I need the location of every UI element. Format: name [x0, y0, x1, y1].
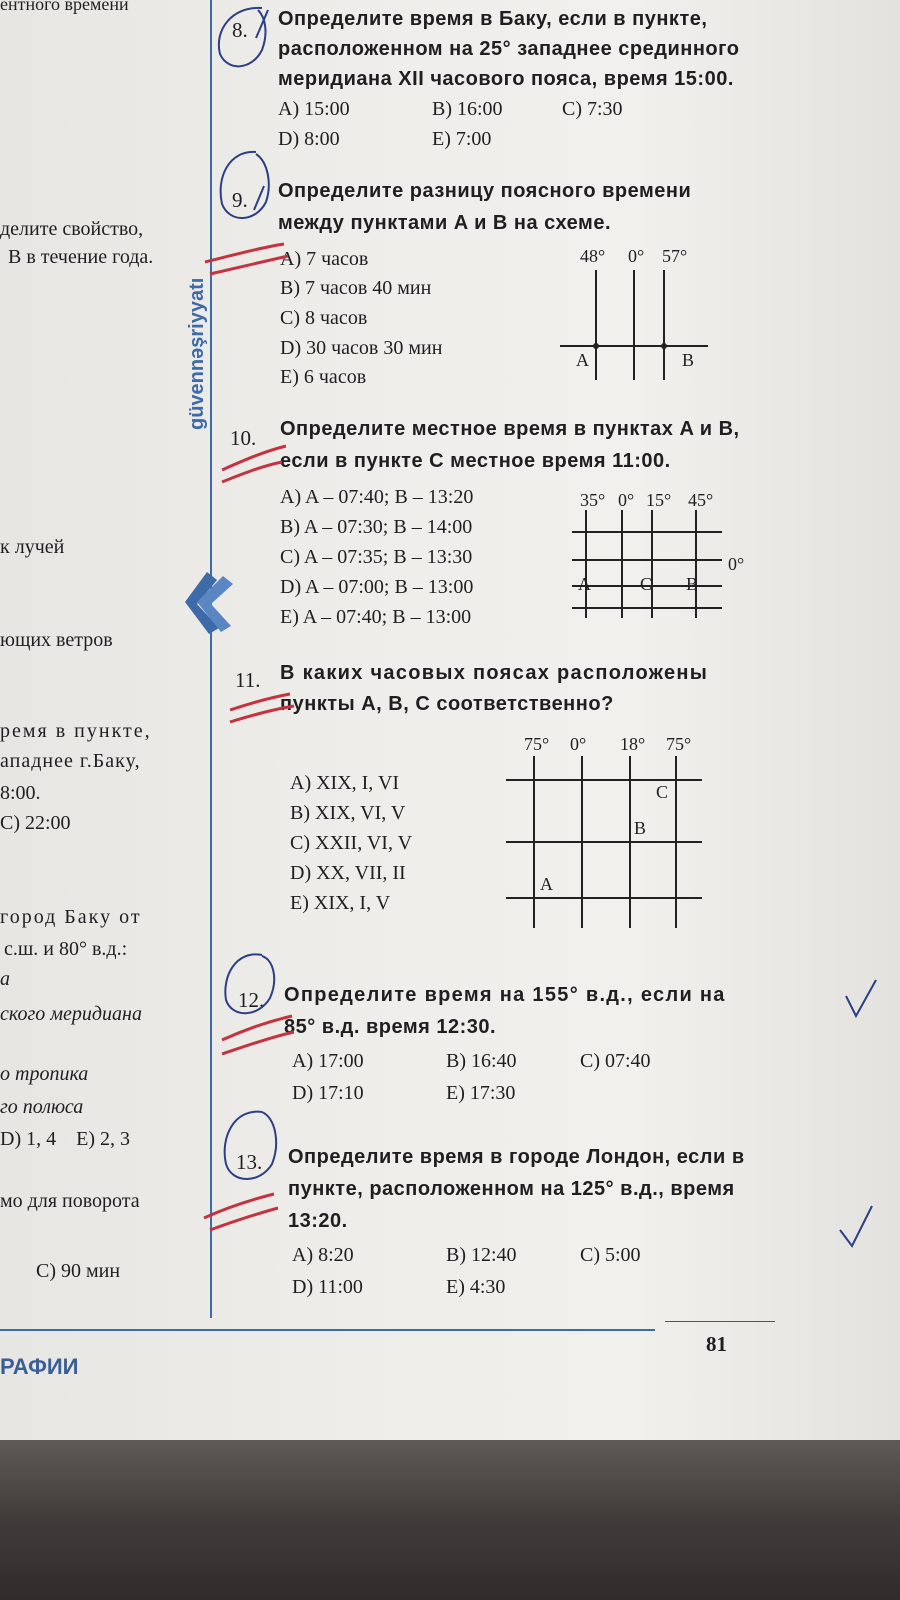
- page-number: 81: [706, 1332, 727, 1356]
- footer-title: РАФИИ: [0, 1354, 79, 1379]
- option: C) 5:00: [580, 1244, 641, 1266]
- option: C) 7:30: [562, 98, 623, 120]
- check-mark: [840, 1206, 872, 1246]
- left-fragment-top: ентного времени: [0, 0, 129, 14]
- option: B) XIX, VI, V: [290, 802, 406, 824]
- option: C) 8 часов: [280, 307, 368, 329]
- left-fragment: ского меридиана: [0, 1003, 142, 1025]
- point-label: C: [640, 574, 653, 594]
- option: C) XXII, VI, V: [290, 832, 413, 854]
- left-fragment: го полюса: [0, 1096, 84, 1118]
- left-fragment: C) 90 мин: [36, 1260, 121, 1282]
- question-line: Определите время в городе Лондон, если в: [288, 1146, 745, 1168]
- check-mark: [846, 980, 876, 1016]
- left-fragment: ападнее г.Баку,: [0, 750, 141, 772]
- option: B) 16:00: [432, 98, 503, 120]
- left-fragment: C) 22:00: [0, 812, 71, 834]
- option: A) 7 часов: [280, 248, 369, 270]
- option: D) 30 часов 30 мин: [280, 337, 443, 359]
- option: A) XIX, I, VI: [290, 772, 400, 794]
- meridian-label: 15°: [646, 490, 672, 510]
- meridian-label: 75°: [524, 734, 550, 754]
- meridian-label: 0°: [618, 490, 635, 510]
- left-fragment: 8:00.: [0, 782, 41, 804]
- left-fragment: ремя в пункте,: [0, 720, 152, 742]
- question-line: меридиана XII часового пояса, время 15:00.: [278, 68, 734, 90]
- equator-label: 0°: [728, 554, 745, 574]
- option: A) 8:20: [292, 1244, 354, 1266]
- desk-surface: [0, 1440, 900, 1600]
- left-fragment: к лучей: [0, 536, 65, 558]
- option: E) XIX, I, V: [290, 892, 391, 914]
- question-line: расположенном на 25° западнее срединного: [278, 38, 740, 60]
- option: B) A – 07:30; B – 14:00: [280, 516, 473, 538]
- point-label: B: [682, 350, 695, 370]
- option: A) 17:00: [292, 1050, 364, 1072]
- meridian-label: 57°: [662, 246, 688, 266]
- question-line: 85° в.д. время 12:30.: [284, 1016, 497, 1038]
- meridian-label: 45°: [688, 490, 714, 510]
- question-line: Определите местное время в пунктах A и B,: [280, 418, 740, 440]
- left-fragment: мо для поворота: [0, 1190, 140, 1212]
- blue-circle-mark: [221, 152, 269, 218]
- question-line: пункте, расположенном на 125° в.д., время: [288, 1178, 735, 1200]
- question-number: 11.: [235, 668, 261, 692]
- left-fragment: В в течение года.: [8, 246, 154, 268]
- point-label: B: [634, 818, 647, 838]
- question-line: Определите разницу поясного времени: [278, 180, 692, 202]
- question-number: 9.: [232, 188, 248, 212]
- option: E) 7:00: [432, 128, 492, 150]
- option: D) 11:00: [292, 1276, 363, 1298]
- question-number: 13.: [236, 1150, 263, 1174]
- question-line: пункты A, B, C соответственно?: [280, 693, 614, 715]
- option: C) 07:40: [580, 1050, 651, 1072]
- option: D) XX, VII, II: [290, 862, 406, 884]
- option: C) A – 07:35; B – 13:30: [280, 546, 473, 568]
- option: B) 16:40: [446, 1050, 517, 1072]
- left-fragment: а: [0, 968, 10, 990]
- option: D) 8:00: [278, 128, 340, 150]
- meridian-label: 0°: [570, 734, 587, 754]
- left-fragment: делите свойство,: [0, 218, 144, 240]
- option: D) A – 07:00; B – 13:00: [280, 576, 474, 598]
- point-label: A: [540, 874, 553, 894]
- point-label: A: [576, 350, 589, 370]
- blue-circle-mark: [225, 954, 274, 1013]
- red-pen-mark: [222, 446, 286, 470]
- blue-circle-mark: [219, 8, 266, 66]
- option: B) 7 часов 40 мин: [280, 277, 432, 299]
- option: A) 15:00: [278, 98, 350, 120]
- meridian-label: 48°: [580, 246, 606, 266]
- question-number: 8.: [232, 18, 248, 42]
- question-line: между пунктами A и B на схеме.: [278, 212, 611, 234]
- left-fragment: о тропика: [0, 1063, 89, 1085]
- red-pen-mark: [204, 1194, 274, 1218]
- left-fragment: ющих ветров: [0, 629, 113, 651]
- option: E) 6 часов: [280, 366, 367, 388]
- blue-circle-mark: [225, 1112, 276, 1179]
- question-line: 13:20.: [288, 1210, 348, 1232]
- point-label: C: [656, 782, 669, 802]
- left-fragment: с.ш. и 80° в.д.:: [4, 938, 128, 960]
- option: D) 17:10: [292, 1082, 364, 1104]
- question-number: 10.: [230, 426, 257, 450]
- publisher-logo-text: güvennəşriyyatı: [186, 277, 208, 430]
- question-line: Определите время на 155° в.д., если на: [284, 984, 726, 1006]
- meridian-label: 75°: [666, 734, 692, 754]
- meridian-label: 35°: [580, 490, 606, 510]
- option: A) A – 07:40; B – 13:20: [280, 486, 474, 508]
- left-fragment: город Баку от: [0, 906, 142, 928]
- option: E) 17:30: [446, 1082, 516, 1104]
- meridian-label: 0°: [628, 246, 645, 266]
- question-number: 12.: [238, 988, 265, 1012]
- option: E) A – 07:40; B – 13:00: [280, 606, 472, 628]
- question-line: если в пункте C местное время 11:00.: [280, 450, 671, 472]
- point-label: B: [686, 574, 699, 594]
- question-line: В каких часовых поясах расположены: [280, 662, 709, 684]
- left-fragment: D) 1, 4 E) 2, 3: [0, 1128, 130, 1150]
- option: E) 4:30: [446, 1276, 506, 1298]
- question-line: Определите время в Баку, если в пункте,: [278, 8, 708, 30]
- meridian-label: 18°: [620, 734, 646, 754]
- point-label: A: [578, 574, 591, 594]
- option: B) 12:40: [446, 1244, 517, 1266]
